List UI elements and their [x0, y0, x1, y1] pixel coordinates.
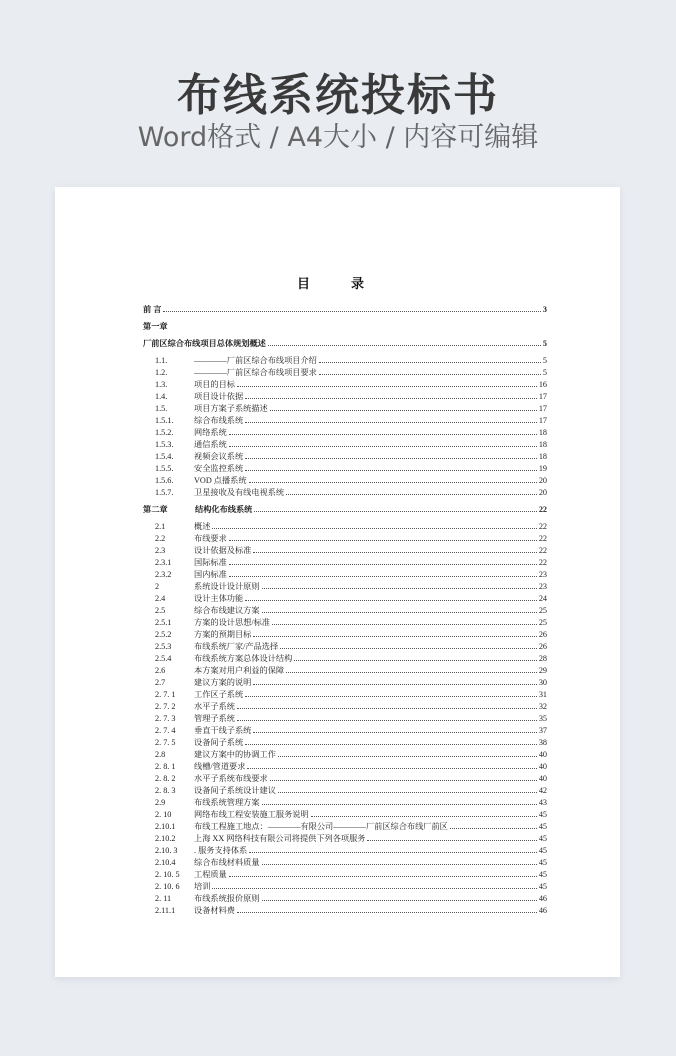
toc-dot-leader [237, 720, 537, 721]
toc-dot-leader [262, 612, 537, 613]
toc-entry-title: VOD 点播系统 [194, 476, 247, 485]
toc-dot-leader [249, 852, 537, 853]
toc-entry[interactable] [155, 415, 547, 427]
toc-entry-number: 2.7 [155, 678, 166, 687]
toc-entry[interactable] [155, 869, 547, 881]
toc-dot-leader [450, 828, 537, 829]
toc-dot-leader [319, 362, 541, 363]
toc-entry-title: 设备间子系统 [194, 738, 244, 747]
toc-entry[interactable] [155, 641, 547, 653]
toc-dot-leader [229, 564, 537, 565]
toc-entry-title: 水平子系统 [194, 702, 235, 711]
toc-entry[interactable] [143, 321, 547, 333]
toc-entry-title: 设备间子系统设计建议 [194, 786, 276, 795]
toc-entry[interactable] [155, 451, 547, 463]
toc-entry-page: 31 [538, 690, 547, 699]
toc-entry-title: 第一章 [143, 322, 168, 331]
toc-entry[interactable] [155, 533, 547, 545]
toc-entry-title: 项目方案子系统描述 [194, 404, 268, 413]
toc-entry-number: 1.1. [155, 356, 168, 365]
toc-entry-page: 3 [542, 305, 547, 314]
toc-entry[interactable] [155, 881, 547, 893]
toc-entry[interactable] [155, 545, 547, 557]
toc-entry-page: 18 [538, 440, 547, 449]
toc-entry-number: 2.10.4 [155, 858, 176, 867]
toc-entry[interactable] [155, 629, 547, 641]
toc-entry-page: 20 [538, 488, 547, 497]
toc-entry-page: 45 [538, 822, 547, 831]
toc-entry[interactable] [155, 557, 547, 569]
toc-entry-page: 20 [538, 476, 547, 485]
toc-entry[interactable] [143, 304, 547, 316]
toc-entry-title: 结构化布线系统 [195, 505, 253, 514]
toc-dot-leader [245, 422, 537, 423]
toc-entry-number: 2. 10. 5 [155, 870, 180, 879]
toc-entry-page: 30 [538, 678, 547, 687]
toc-entry-page: 45 [538, 882, 547, 891]
toc-entry-page: 17 [538, 392, 547, 401]
toc-entry-title: 网络系统 [194, 428, 227, 437]
toc-entry[interactable] [155, 845, 547, 857]
toc-dot-leader [278, 756, 537, 757]
toc-dot-leader [245, 398, 537, 399]
toc-dot-leader [245, 470, 537, 471]
toc-entry-number: 2. 11 [155, 894, 172, 903]
toc-entry-page: 24 [538, 594, 547, 603]
toc-entry-page: 22 [538, 505, 547, 514]
toc-dot-leader [253, 684, 536, 685]
toc-entry[interactable] [155, 809, 547, 821]
toc-entry-page: 25 [538, 618, 547, 627]
hero-subtitle: Word格式 / A4大小 / 内容可编辑 [137, 122, 539, 153]
toc-entry-number: 第二章 [143, 505, 168, 514]
toc-entry-title: 卫星接收及有线电视系统 [194, 488, 285, 497]
toc-entry-title: 项目设计依据 [194, 392, 244, 401]
toc-dot-leader [286, 494, 537, 495]
toc-entry[interactable] [155, 355, 547, 367]
toc-entry[interactable] [155, 905, 547, 917]
toc-entry-page: 28 [538, 654, 547, 663]
toc-entry[interactable] [155, 725, 547, 737]
toc-dot-leader [229, 540, 537, 541]
toc-dot-leader [286, 672, 537, 673]
toc-entry-page: 46 [538, 906, 547, 915]
toc-entry-title: 布线系统方案总体设计结构 [194, 654, 293, 663]
toc-entry-number: 1.5.1. [155, 416, 174, 425]
toc-entry[interactable] [155, 403, 547, 415]
toc-entry[interactable] [155, 797, 547, 809]
toc-entry-page: 40 [538, 750, 547, 759]
toc-entry[interactable] [155, 439, 547, 451]
toc-entry[interactable] [155, 593, 547, 605]
toc-dot-leader [270, 780, 537, 781]
toc-entry-page: 17 [538, 404, 547, 413]
toc-dot-leader [229, 876, 537, 877]
toc-entry-page: 22 [538, 546, 547, 555]
toc-entry[interactable] [155, 581, 547, 593]
toc-entry-page: 32 [538, 702, 547, 711]
toc-entry-page: 45 [538, 870, 547, 879]
toc-entry[interactable] [155, 701, 547, 713]
toc-entry-number: 1.5.2. [155, 428, 174, 437]
toc-entry-number: 2.10. 3 [155, 846, 178, 855]
toc-title: 目 录 [296, 277, 378, 292]
toc-entry-number: 1.5. [155, 404, 168, 413]
toc-dot-leader [237, 912, 537, 913]
toc-entry[interactable] [155, 617, 547, 629]
toc-entry-title: 工作区子系统 [194, 690, 244, 699]
toc-entry-title: 设备材料费 [194, 906, 235, 915]
toc-entry-page: 29 [538, 666, 547, 675]
toc-dot-leader [280, 648, 537, 649]
toc-entry[interactable] [143, 504, 547, 516]
toc-entry-page: 45 [538, 810, 547, 819]
toc-dot-leader [272, 624, 537, 625]
toc-dot-leader [212, 888, 536, 889]
toc-entry-number: 2. 10. 6 [155, 882, 180, 891]
toc-entry-number: 2.2 [155, 534, 166, 543]
toc-entry-page: 18 [538, 428, 547, 437]
toc-entry[interactable] [155, 689, 547, 701]
toc-entry[interactable] [155, 605, 547, 617]
toc-entry[interactable] [155, 749, 547, 761]
toc-entry-number: 2 [155, 582, 160, 591]
toc-entry-title: 本方案对用户利益的保障 [194, 666, 285, 675]
toc-entry-number: 1.5.3. [155, 440, 174, 449]
toc-entry[interactable] [155, 761, 547, 773]
toc-entry-page: 40 [538, 762, 547, 771]
toc-entry-page: 18 [538, 452, 547, 461]
toc-dot-leader [237, 708, 537, 709]
toc-dot-leader [253, 732, 536, 733]
toc-entry-title: 系统设计设计原则 [194, 582, 260, 591]
toc-dot-leader [247, 768, 536, 769]
hero-title: 布线系统投标书 [177, 70, 499, 121]
toc-entry-number: 1.4. [155, 392, 168, 401]
toc-entry-page: 22 [538, 522, 547, 531]
toc-entry[interactable] [155, 427, 547, 439]
toc-entry-number: 2. 7. 1 [155, 690, 176, 699]
toc-entry-number: 2.9 [155, 798, 166, 807]
toc-entry-title: 建议方案中的协调工作 [194, 750, 276, 759]
toc-entry-title: 综合布线系统 [194, 416, 244, 425]
toc-entry-page: 38 [538, 738, 547, 747]
toc-entry-number: 2.3.1 [155, 558, 172, 567]
toc-entry-number: 2.6 [155, 666, 166, 675]
toc-entry-page: 5 [542, 339, 547, 348]
toc-entry-page: 22 [538, 558, 547, 567]
toc-entry[interactable] [155, 773, 547, 785]
toc-dot-leader [262, 900, 537, 901]
toc-dot-leader [254, 511, 536, 512]
toc-entry[interactable] [155, 833, 547, 845]
toc-entry-title: 方案的设计思想/标准 [194, 618, 270, 627]
toc-entry-page: 42 [538, 786, 547, 795]
toc-entry-number: 2.5.4 [155, 654, 172, 663]
toc-dot-leader [311, 816, 537, 817]
toc-entry-page: 23 [538, 570, 547, 579]
toc-entry-title: 国际标准 [194, 558, 227, 567]
toc-entry[interactable] [155, 653, 547, 665]
toc-dot-leader [262, 804, 537, 805]
toc-entry[interactable] [155, 665, 547, 677]
toc-entry-number: 2. 8. 3 [155, 786, 176, 795]
toc-entry-title: 通信系统 [194, 440, 227, 449]
toc-dot-leader [245, 744, 537, 745]
toc-entry-title: 布线系统厂家/产品选择 [194, 642, 279, 651]
toc-dot-leader [245, 696, 537, 697]
toc-entry-title: 水平子系统布线要求 [194, 774, 268, 783]
toc-dot-leader [249, 482, 537, 483]
toc-entry-page: 35 [538, 714, 547, 723]
toc-entry-title: 线槽/管道要求 [194, 762, 246, 771]
toc-entry-number: 1.3. [155, 380, 168, 389]
toc-dot-leader [229, 434, 537, 435]
toc-entry-title: 综合布线材料质量 [194, 858, 260, 867]
toc-entry-page: 45 [538, 858, 547, 867]
toc-entry-title: 上海 XX 网络科技有限公司将提供下列各项服务 [194, 834, 366, 843]
toc-dot-leader [262, 588, 537, 589]
toc-dot-leader [268, 345, 541, 346]
toc-entry-number: 2.11.1 [155, 906, 176, 915]
toc-entry-title: ————厂前区综合布线项目要求 [194, 368, 317, 377]
toc-entry-number: 1.5.5. [155, 464, 174, 473]
toc-entry-title: 前 言 [143, 305, 162, 314]
toc-entry-number: 2. 7. 2 [155, 702, 176, 711]
toc-entry[interactable] [155, 677, 547, 689]
toc-entry-title: 厂前区综合布线项目总体规划概述 [143, 339, 266, 348]
toc-entry-number: 2.3.2 [155, 570, 172, 579]
toc-entry-title: 建议方案的说明 [194, 678, 252, 687]
toc-entry[interactable] [155, 857, 547, 869]
toc-entry-title: 设计依据及标准 [194, 546, 252, 555]
toc-entry-title: 布线系统报价原则 [194, 894, 260, 903]
toc-entry-number: 2.5.1 [155, 618, 172, 627]
toc-entry-number: 2.8 [155, 750, 166, 759]
toc-dot-leader [270, 410, 537, 411]
toc-entry-number: 2.10.2 [155, 834, 176, 843]
toc-entry-title: 布线要求 [194, 534, 227, 543]
toc-entry-title: 垂直干线子系统 [194, 726, 252, 735]
toc-entry-title: 综合布线建议方案 [194, 606, 260, 615]
toc-entry-number: 1.2. [155, 368, 168, 377]
toc-entry-number: 2.10.1 [155, 822, 176, 831]
toc-entry-page: 16 [538, 380, 547, 389]
toc-entry[interactable] [155, 737, 547, 749]
toc-entry-page: 22 [538, 534, 547, 543]
toc-entry-number: 2.5 [155, 606, 166, 615]
toc-entry-page: 26 [538, 630, 547, 639]
toc-entry-page: 26 [538, 642, 547, 651]
toc-entry-number: 2.1 [155, 522, 166, 531]
toc-entry[interactable] [155, 379, 547, 391]
toc-dot-leader [245, 458, 537, 459]
toc-dot-leader [278, 792, 537, 793]
toc-entry-page: 45 [538, 846, 547, 855]
toc-entry-title: 培训 [194, 882, 211, 891]
toc-entry[interactable] [155, 391, 547, 403]
toc-entry[interactable] [155, 893, 547, 905]
toc-dot-leader [319, 374, 541, 375]
toc-entry-page: 5 [542, 356, 547, 365]
toc-entry-number: 2. 7. 4 [155, 726, 176, 735]
toc-entry-title: 布线工程施工地点：————有限公司————厂前区综合布线厂前区 [194, 822, 448, 831]
toc-entry-page: 45 [538, 834, 547, 843]
toc-entry[interactable] [155, 475, 547, 487]
toc-entry-title: 网络布线工程安装施工服务说明 [194, 810, 309, 819]
toc-entry-number: 2. 8. 1 [155, 762, 176, 771]
toc-dot-leader [237, 386, 537, 387]
toc-entry-title: 国内标准 [194, 570, 227, 579]
toc-entry-page: 17 [538, 416, 547, 425]
toc-entry-number: 2. 8. 2 [155, 774, 176, 783]
toc-entry[interactable] [155, 463, 547, 475]
toc-entry-page: 25 [538, 606, 547, 615]
toc-entry-page: 37 [538, 726, 547, 735]
toc-entry-number: 2.5.3 [155, 642, 172, 651]
toc-entry-title: 工程质量 [194, 870, 227, 879]
toc-entry-number: 2. 7. 5 [155, 738, 176, 747]
toc-dot-leader [294, 660, 537, 661]
toc-entry-title: 安全监控系统 [194, 464, 244, 473]
toc-entry[interactable] [155, 521, 547, 533]
toc-entry-title: 管理子系统 [194, 714, 235, 723]
toc-entry-title: 视频会议系统 [194, 452, 244, 461]
toc-entry-number: 2.3 [155, 546, 166, 555]
toc-dot-leader [245, 600, 537, 601]
toc-entry-number: 2.5.2 [155, 630, 172, 639]
toc-dot-leader [229, 446, 537, 447]
toc-entry-number: 1.5.7. [155, 488, 174, 497]
toc-entry-number: 1.5.6. [155, 476, 174, 485]
toc-entry[interactable] [155, 713, 547, 725]
toc-entry-page: 46 [538, 894, 547, 903]
toc-entry[interactable] [155, 487, 547, 499]
toc-entry-title: 方案的预期目标 [194, 630, 252, 639]
toc-entry-page: 43 [538, 798, 547, 807]
toc-dot-leader [253, 552, 536, 553]
toc-entry-title: 概述 [194, 522, 211, 531]
toc-entry-number: 2.4 [155, 594, 166, 603]
toc-dot-leader [229, 576, 537, 577]
toc-entry-title: . 服务支持体系 [194, 846, 248, 855]
toc-dot-leader [253, 636, 536, 637]
toc-dot-leader [212, 528, 536, 529]
toc-entry-page: 23 [538, 582, 547, 591]
toc-entry-number: 2. 7. 3 [155, 714, 176, 723]
toc-entry-title: 设计主体功能 [194, 594, 244, 603]
toc-entry-page: 19 [538, 464, 547, 473]
toc-entry-title: 布线系统管理方案 [194, 798, 260, 807]
toc-dot-leader [163, 311, 540, 312]
toc-entry[interactable] [155, 367, 547, 379]
toc-dot-leader [367, 840, 536, 841]
toc-entry-title: ————厂前区综合布线项目介绍 [194, 356, 317, 365]
toc-entry[interactable] [155, 821, 547, 833]
toc-entry[interactable] [155, 785, 547, 797]
toc-dot-leader [262, 864, 537, 865]
toc-entry-number: 1.5.4. [155, 452, 174, 461]
toc-entry[interactable] [143, 338, 547, 350]
toc-entry-page: 5 [542, 368, 547, 377]
document-page [55, 187, 620, 977]
toc-entry-number: 2. 10 [155, 810, 172, 819]
toc-entry[interactable] [155, 569, 547, 581]
toc-entry-title: 项目的目标 [194, 380, 235, 389]
toc-entry-page: 40 [538, 774, 547, 783]
